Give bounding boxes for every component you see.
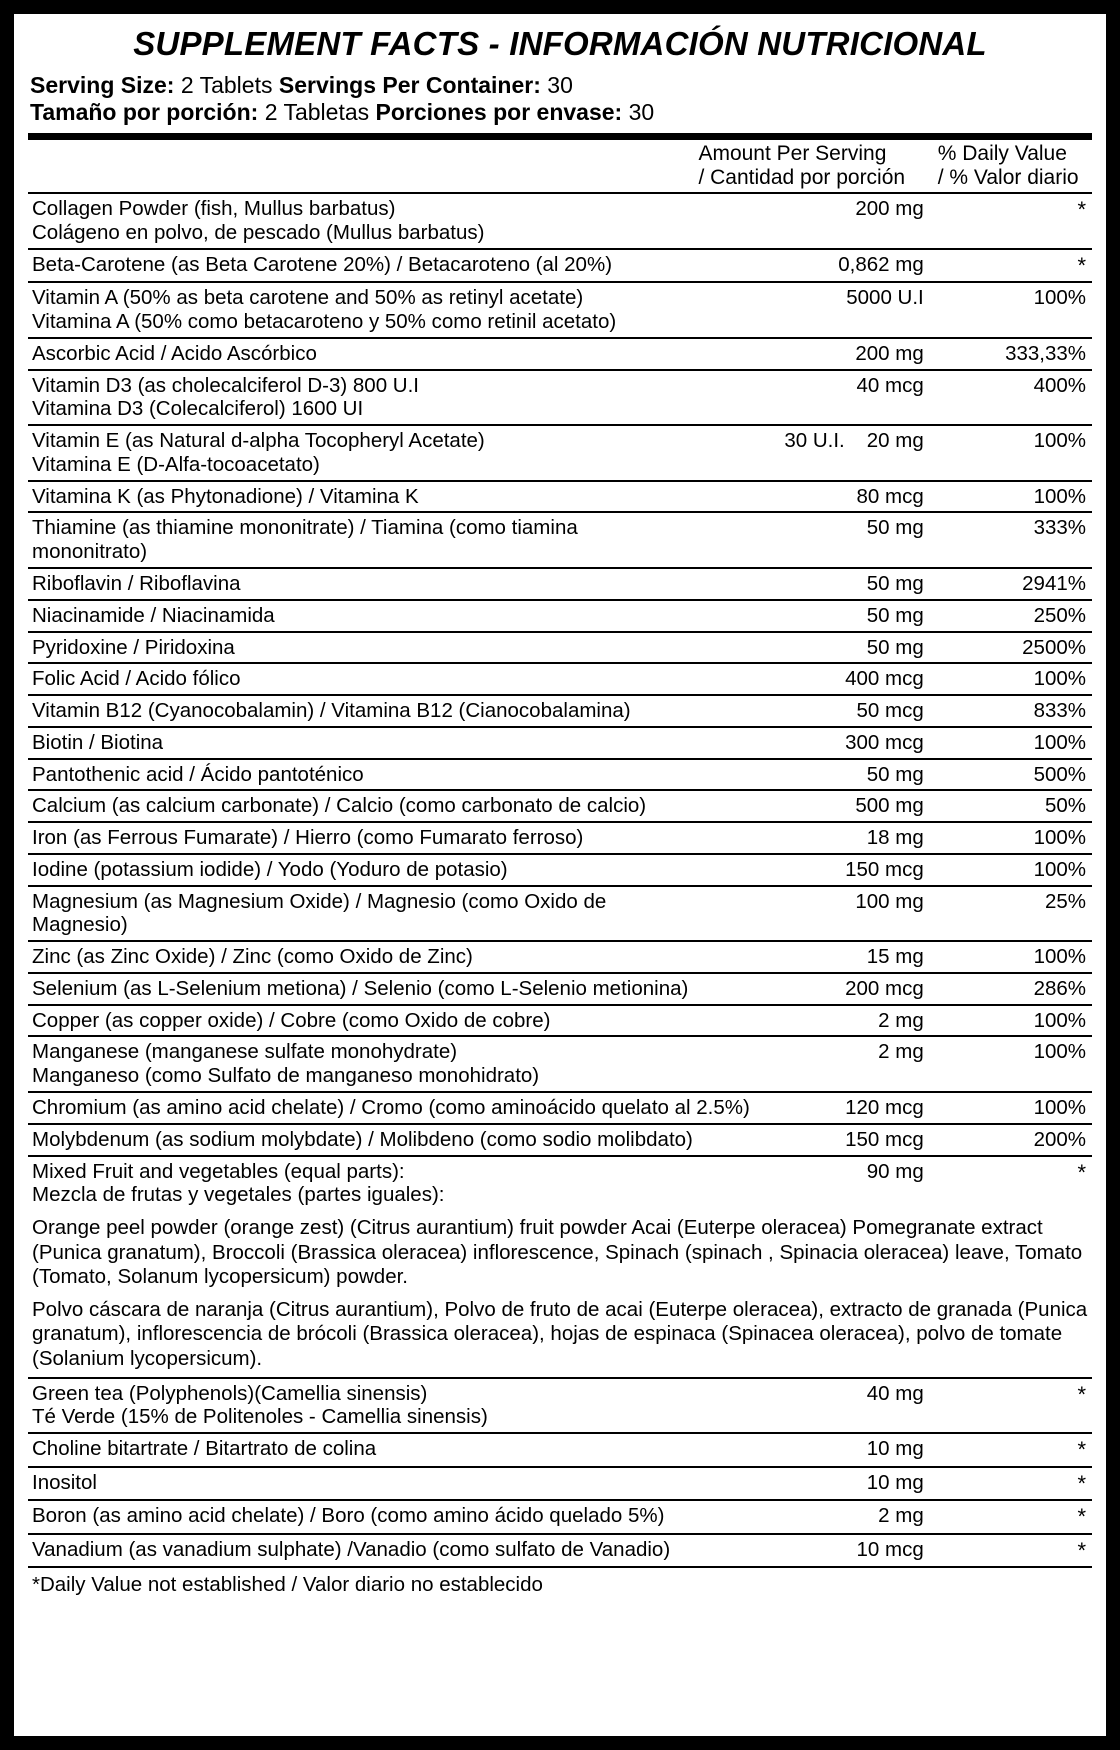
table-row — [28, 886, 1092, 942]
table-row — [28, 695, 1092, 727]
nutrient-amount — [692, 425, 931, 481]
nutrient-name: Folic Acid / Acido fólico — [28, 663, 692, 695]
header-blank-cell — [28, 140, 692, 194]
nutrient-amount: 50 mg — [692, 512, 931, 568]
nutrient-daily-value: 100% — [932, 1036, 1092, 1092]
blend-amount: 90 mg — [866, 1159, 924, 1183]
nutrient-name: Chromium (as amino acid chelate) / Cromo (como aminoácido quelato al 2.5%) — [28, 1092, 692, 1124]
nutrient-name: Copper (as copper oxide) / Cobre (como Oxido de cobre) — [28, 1005, 692, 1037]
nutrient-amount: 150 mcg — [692, 1124, 931, 1156]
nutrient-name — [28, 193, 692, 249]
table-row — [28, 1378, 1092, 1434]
nutrient-amount: 18 mg — [692, 822, 931, 854]
nutrient-name: Biotin / Biotina — [28, 727, 692, 759]
table-row — [28, 370, 1092, 426]
blend-description-es: Polvo cáscara de naranja (Citrus aurantium), Polvo de fruto de acai (Euterpe oleracea), extracto de granada (Punica granatum), inflorescencia de brócoli (Brassica oleracea), hojas de espinaca (Spinacea oleracea), polvo de tomate (Solanium lycopersicum). — [32, 1297, 1088, 1371]
nutrient-daily-value: 2500% — [932, 632, 1092, 664]
nutrient-amount: 0,862 mg — [692, 249, 931, 283]
nutrient-daily-value: 250% — [932, 600, 1092, 632]
header-amount-per-serving — [692, 140, 931, 194]
nutrient-name: Riboflavin / Riboflavina — [28, 568, 692, 600]
nutrient-daily-value: 25% — [932, 886, 1092, 942]
nutrient-amount: 40 mcg — [692, 370, 931, 426]
nutrient-amount: 200 mg — [692, 338, 931, 370]
nutrient-name-en: Green tea (Polyphenols)(Camellia sinensis) — [32, 1381, 428, 1405]
nutrient-amount: 2 mg — [692, 1036, 931, 1092]
table-row — [28, 822, 1092, 854]
nutrient-daily-value: 100% — [932, 282, 1092, 338]
nutrient-daily-value: 400% — [932, 370, 1092, 426]
nutrient-amount: 50 mg — [692, 759, 931, 791]
nutrient-daily-value: 100% — [932, 822, 1092, 854]
dv-label-en: % Daily Value — [937, 141, 1067, 165]
nutrient-name: Iodine (potassium iodide) / Yodo (Yoduro de potasio) — [28, 854, 692, 886]
blend-description-row — [28, 1210, 1092, 1378]
nutrient-name: Pyridoxine / Piridoxina — [28, 632, 692, 664]
nutrient-daily-value: 50% — [932, 790, 1092, 822]
nutrient-amount: 50 mcg — [692, 695, 931, 727]
nutrient-daily-value: * — [932, 1500, 1092, 1534]
table-row — [28, 425, 1092, 481]
nutrient-daily-value: 200% — [932, 1124, 1092, 1156]
nutrient-name-en: Collagen Powder (fish, Mullus barbatus) — [32, 197, 396, 221]
nutrient-amount-value: 20 mg — [866, 429, 924, 453]
table-row — [28, 481, 1092, 513]
nutrient-amount: 40 mg — [692, 1378, 931, 1434]
servings-per-container-label-es: Porciones por envase: — [375, 99, 623, 126]
header-daily-value — [932, 140, 1092, 194]
dv-label-es: / % Valor diario — [937, 165, 1079, 189]
nutrient-daily-value: 100% — [932, 727, 1092, 759]
table-row — [28, 727, 1092, 759]
nutrient-amount: 80 mcg — [692, 481, 931, 513]
nutrient-name-es: Vitamina E (D-Alfa-tocoacetato) — [32, 452, 320, 476]
nutrient-name: Selenium (as L-Selenium metiona) / Selenio (como L-Selenio metionina) — [28, 973, 692, 1005]
nutrient-name: Vitamina K (as Phytonadione) / Vitamina K — [28, 481, 692, 513]
nutrient-amount: 10 mg — [692, 1433, 931, 1467]
nutrient-name: Magnesium (as Magnesium Oxide) / Magnesio (como Oxido de Magnesio) — [28, 886, 692, 942]
table-row — [28, 790, 1092, 822]
nutrient-name: Vitamin B12 (Cyanocobalamin) / Vitamina B12 (Cianocobalamina) — [28, 695, 692, 727]
nutrient-daily-value: * — [932, 1378, 1092, 1434]
nutrient-amount: 10 mg — [692, 1467, 931, 1501]
nutrient-amount: 150 mcg — [692, 854, 931, 886]
nutrient-name — [28, 282, 692, 338]
amount-label-es: / Cantidad por porción — [698, 165, 906, 189]
nutrient-amount: 200 mcg — [692, 973, 931, 1005]
nutrient-name: Beta-Carotene (as Beta Carotene 20%) / Betacaroteno (al 20%) — [28, 249, 692, 283]
nutrient-daily-value: * — [932, 249, 1092, 283]
nutrient-daily-value: * — [932, 1433, 1092, 1467]
nutrient-amount: 500 mg — [692, 790, 931, 822]
table-row — [28, 193, 1092, 249]
nutrient-daily-value: * — [932, 1534, 1092, 1568]
nutrient-daily-value: 100% — [932, 425, 1092, 481]
nutrients-table — [28, 140, 1092, 1569]
nutrient-daily-value: 100% — [932, 1092, 1092, 1124]
nutrient-daily-value: * — [932, 193, 1092, 249]
nutrient-name — [28, 425, 692, 481]
servings-per-container-label: Servings Per Container: — [278, 72, 541, 99]
table-row — [28, 1092, 1092, 1124]
nutrient-amount: 10 mcg — [692, 1534, 931, 1568]
nutrient-daily-value: 100% — [932, 481, 1092, 513]
serving-information — [28, 70, 1092, 130]
nutrient-name — [28, 1036, 692, 1092]
table-row — [28, 1005, 1092, 1037]
table-row — [28, 854, 1092, 886]
table-header-row — [28, 140, 1092, 194]
serving-size-label: Serving Size: — [30, 72, 175, 99]
serving-size-label-es: Tamaño por porción: — [30, 99, 259, 126]
serving-line-english — [30, 72, 1092, 99]
nutrient-amount: 120 mcg — [692, 1092, 931, 1124]
blend-description-en: Orange peel powder (orange zest) (Citrus aurantium) fruit powder Acai (Euterpe oleracea) Pomegranate extract (Punica granatum), Broccoli (Brassica oleracea) inflorescence, Spinach (spinach , Spinacia oleracea) leave, Tomato (Tomato, Solanum lycopersicum) powder. — [32, 1216, 1083, 1289]
amount-label-en: Amount Per Serving — [698, 141, 887, 165]
table-row — [28, 249, 1092, 283]
nutrient-name: Inositol — [28, 1467, 692, 1501]
nutrient-daily-value: * — [932, 1467, 1092, 1501]
nutrient-name-en: Manganese (manganese sulfate monohydrate) — [32, 1040, 458, 1064]
nutrient-amount: 100 mg — [692, 886, 931, 942]
nutrient-daily-value: 100% — [932, 854, 1092, 886]
nutrient-name: Thiamine (as thiamine mononitrate) / Tiamina (como tiamina mononitrato) — [28, 512, 692, 568]
nutrient-name-es: Vitamina A (50% como betacaroteno y 50% como retinil acetato) — [32, 310, 617, 334]
nutrient-name: Vanadium (as vanadium sulphate) /Vanadio (como sulfato de Vanadio) — [28, 1534, 692, 1568]
nutrient-daily-value: 500% — [932, 759, 1092, 791]
nutrient-name — [28, 370, 692, 426]
nutrient-amount: 2 mg — [692, 1500, 931, 1534]
nutrient-name: Calcium (as calcium carbonate) / Calcio (como carbonato de calcio) — [28, 790, 692, 822]
footnote: *Daily Value not established / Valor diario no establecido — [32, 1573, 543, 1597]
table-row — [28, 512, 1092, 568]
nutrient-daily-value: 333,33% — [932, 338, 1092, 370]
nutrient-name-en: Vitamin D3 (as cholecalciferol D-3) 800 U.I — [32, 373, 419, 397]
table-row — [28, 1467, 1092, 1501]
nutrient-name: Pantothenic acid / Ácido pantoténico — [28, 759, 692, 791]
nutrient-name: Ascorbic Acid / Acido Ascórbico — [28, 338, 692, 370]
nutrient-name: Zinc (as Zinc Oxide) / Zinc (como Oxido de Zinc) — [28, 941, 692, 973]
nutrient-amount: 50 mg — [692, 632, 931, 664]
nutrient-amount: 15 mg — [692, 941, 931, 973]
table-row — [28, 568, 1092, 600]
header-divider — [28, 133, 1092, 140]
nutrient-name-es: Vitamina D3 (Colecalciferol) 1600 UI — [32, 397, 364, 421]
servings-per-container-value-es: 30 — [628, 99, 655, 126]
nutrient-amount: 5000 U.I — [692, 282, 931, 338]
table-row — [28, 1124, 1092, 1156]
table-row — [28, 973, 1092, 1005]
table-row — [28, 663, 1092, 695]
nutrient-name: Niacinamide / Niacinamida — [28, 600, 692, 632]
nutrient-daily-value: 286% — [932, 973, 1092, 1005]
nutrient-amount: 400 mcg — [692, 663, 931, 695]
blend-name-es: Mezcla de frutas y vegetales (partes iguales): — [32, 1183, 445, 1207]
serving-line-spanish — [30, 99, 1092, 126]
nutrient-amount-alt-unit: 30 U.I. — [784, 429, 845, 453]
nutrient-amount: 50 mg — [692, 568, 931, 600]
nutrient-name-en: Vitamin E (as Natural d-alpha Tocopheryl Acetate) — [32, 429, 485, 453]
blend-row — [28, 1156, 1092, 1211]
nutrient-amount: 300 mcg — [692, 727, 931, 759]
nutrient-daily-value: 100% — [932, 663, 1092, 695]
table-row — [28, 338, 1092, 370]
table-row — [28, 1036, 1092, 1092]
nutrient-amount: 2 mg — [692, 1005, 931, 1037]
nutrient-daily-value: 333% — [932, 512, 1092, 568]
table-row — [28, 1433, 1092, 1467]
servings-per-container-value: 30 — [547, 72, 573, 99]
nutrient-amount: 200 mg — [692, 193, 931, 249]
nutrient-daily-value: 100% — [932, 1005, 1092, 1037]
table-row — [28, 759, 1092, 791]
nutrient-name: Iron (as Ferrous Fumarate) / Hierro (como Fumarato ferroso) — [28, 822, 692, 854]
nutrient-name: Choline bitartrate / Bitartrato de colina — [28, 1433, 692, 1467]
table-row — [28, 1534, 1092, 1568]
nutrient-name-es: Manganeso (como Sulfato de manganeso monohidrato) — [32, 1064, 540, 1088]
nutrient-daily-value: 100% — [932, 941, 1092, 973]
table-row — [28, 600, 1092, 632]
table-row — [28, 1500, 1092, 1534]
nutrient-name-es: Colágeno en polvo, de pescado (Mullus barbatus) — [32, 221, 485, 245]
page-title: SUPPLEMENT FACTS - INFORMACIÓN NUTRICIONAL — [133, 25, 987, 62]
nutrient-daily-value: 833% — [932, 695, 1092, 727]
blend-name-en: Mixed Fruit and vegetables (equal parts): — [32, 1159, 405, 1183]
table-row — [28, 282, 1092, 338]
serving-size-value: 2 Tablets — [180, 72, 273, 99]
nutrient-name-en: Vitamin A (50% as beta carotene and 50% as retinyl acetate) — [32, 286, 584, 310]
serving-size-value-es: 2 Tabletas — [264, 99, 370, 126]
nutrient-name — [28, 1378, 692, 1434]
blend-description — [28, 1210, 1092, 1378]
blend-daily-value: * — [1077, 1159, 1086, 1185]
table-row — [28, 632, 1092, 664]
nutrient-name: Boron (as amino acid chelate) / Boro (como amino ácido quelado 5%) — [28, 1500, 692, 1534]
blend-name — [28, 1156, 692, 1211]
nutrient-name-es: Té Verde (15% de Politenoles - Camellia sinensis) — [32, 1405, 488, 1429]
nutrient-amount: 50 mg — [692, 600, 931, 632]
table-row — [28, 941, 1092, 973]
nutrient-name: Molybdenum (as sodium molybdate) / Molibdeno (como sodio molibdato) — [28, 1124, 692, 1156]
nutrient-daily-value: 2941% — [932, 568, 1092, 600]
